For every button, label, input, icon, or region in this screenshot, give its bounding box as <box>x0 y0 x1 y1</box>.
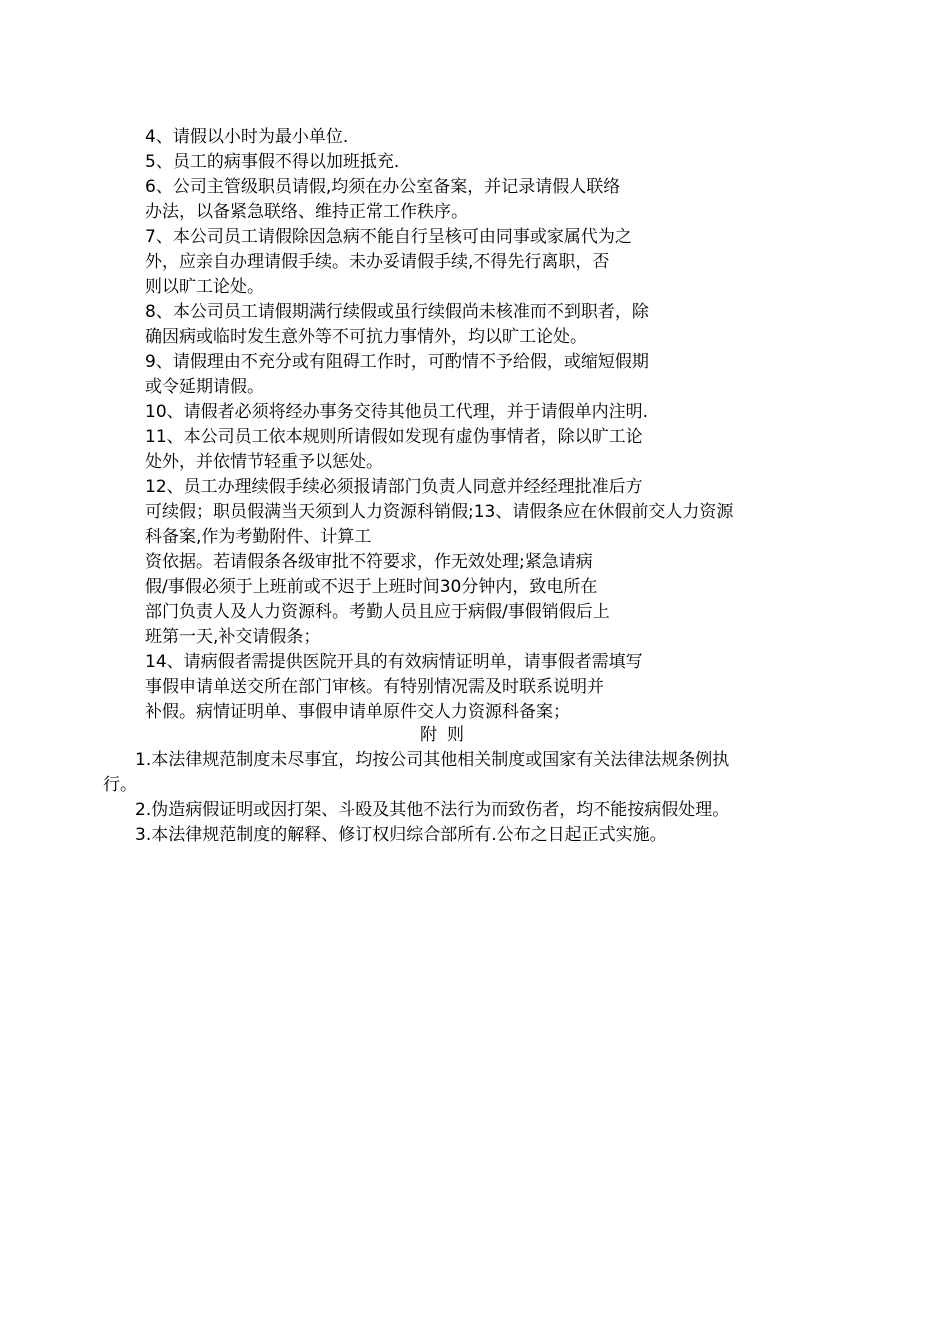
rule-11-line-2: 处外，并依情节轻重予以惩处。 <box>145 452 383 472</box>
rule-8-line-1: 8、本公司员工请假期满行续假或虽行续假尚未核准而不到职者，除 <box>145 302 649 322</box>
rule-13-line-4: 部门负责人及人力资源科。考勤人员且应于病假/事假销假后上 <box>145 602 610 622</box>
rule-14-line-3: 补假。病情证明单、事假申请单原件交人力资源科备案； <box>145 702 570 722</box>
appendix-item-2: 2.伪造病假证明或因打架、斗殴及其他不法行为而致伤者，均不能按病假处理。 <box>135 800 730 820</box>
rule-7-line-3: 则以旷工论处。 <box>145 277 264 297</box>
appendix-heading: 附则 <box>420 725 474 745</box>
rule-13-line-1: 科备案,作为考勤附件、计算工 <box>145 527 372 547</box>
rule-8-line-2: 确因病或临时发生意外等不可抗力事情外，均以旷工论处。 <box>145 327 587 347</box>
rule-5: 5、员工的病事假不得以加班抵充. <box>145 152 400 172</box>
rule-11-line-1: 11、本公司员工依本规则所请假如发现有虚伪事情者，除以旷工论 <box>145 427 643 447</box>
rule-7-line-1: 7、本公司员工请假除因急病不能自行呈核可由同事或家属代为之 <box>145 227 632 247</box>
rule-6-line-2: 办法，以备紧急联络、维持正常工作秩序。 <box>145 202 468 222</box>
rule-12-line-1: 12、员工办理续假手续必须报请部门负责人同意并经经理批准后方 <box>145 477 643 497</box>
rule-6-line-1: 6、公司主管级职员请假,均须在办公室备案，并记录请假人联络 <box>145 177 621 197</box>
rule-13-line-3: 假/事假必须于上班前或不迟于上班时间30分钟内，致电所在 <box>145 577 598 597</box>
rule-7-line-2: 外，应亲自办理请假手续。未办妥请假手续,不得先行离职，否 <box>145 252 610 272</box>
appendix-item-1-line-2: 行。 <box>103 775 137 795</box>
rule-4: 4、请假以小时为最小单位. <box>145 127 349 147</box>
rule-9-line-2: 或令延期请假。 <box>145 377 264 397</box>
rule-12-line-2: 可续假；职员假满当天须到人力资源科销假;13、请假条应在休假前交人力资源 <box>145 502 734 522</box>
appendix-item-3: 3.本法律规范制度的解释、修订权归综合部所有.公布之日起正式实施。 <box>135 825 667 845</box>
rule-13-line-2: 资依据。若请假条各级审批不符要求，作无效处理;紧急请病 <box>145 552 593 572</box>
rule-14-line-1: 14、请病假者需提供医院开具的有效病情证明单，请事假者需填写 <box>145 652 643 672</box>
rule-13-line-5: 班第一天,补交请假条； <box>145 627 321 647</box>
rule-9-line-1: 9、请假理由不充分或有阻碍工作时，可酌情不予给假，或缩短假期 <box>145 352 649 372</box>
rule-14-line-2: 事假申请单送交所在部门审核。有特别情况需及时联系说明并 <box>145 677 604 697</box>
rule-10: 10、请假者必须将经办事务交待其他员工代理，并于请假单内注明. <box>145 402 649 422</box>
appendix-item-1-line-1: 1.本法律规范制度未尽事宜，均按公司其他相关制度或国家有关法律法规条例执 <box>135 750 730 770</box>
